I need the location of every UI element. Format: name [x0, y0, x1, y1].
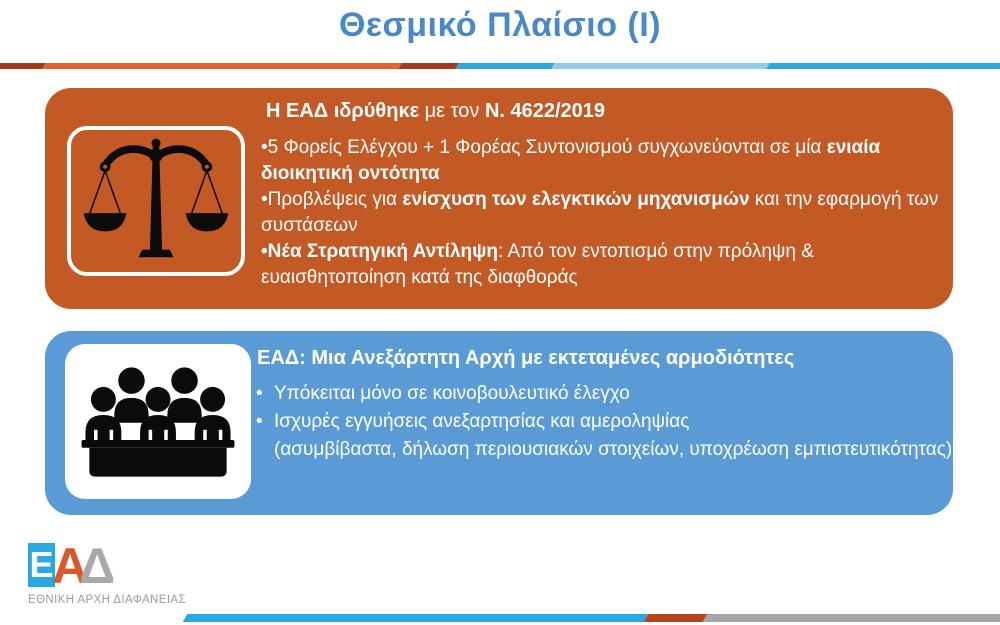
header-run: Η ΕΑΔ ιδρύθηκε: [266, 100, 420, 122]
divider-segment: [703, 614, 1000, 622]
scales-icon-frame: [67, 126, 245, 276]
committee-icon-panel: [65, 344, 251, 499]
bullet-marker: •: [256, 411, 263, 432]
bottom-divider: [0, 614, 1000, 622]
divider-segment: [644, 614, 708, 622]
bullet-text-bold: ενίσχυση των ελεγκτικών μηχανισμών: [402, 189, 750, 210]
institutional-law-card: [45, 88, 953, 309]
orange-card-header: [266, 97, 605, 125]
ead-logo: [28, 538, 187, 606]
header-run: με τον: [419, 100, 485, 122]
bullet-text: Ισχυρές εγγυήσεις ανεξαρτησίας και αμεροληψίας: [274, 411, 690, 432]
bullet-text: : Από τον εντοπισμό στην πρόληψη & ευαισθητοποίηση κατά της διαφθοράς: [261, 241, 814, 288]
bullet-item: [261, 187, 955, 239]
top-divider: [0, 63, 1000, 69]
bullet-item: [261, 135, 955, 187]
bullet-text: και την εφαρμογή των συστάσεων: [261, 189, 939, 236]
bullet-text: Υπόκειται μόνο σε κοινοβουλευτικό έλεγχο: [274, 383, 630, 404]
bullet-text: •5 Φορείς Ελέγχου + 1 Φορέας Συντονισμού συγχωνεύονται σε μία: [261, 137, 827, 158]
bullet-marker: •: [256, 383, 263, 404]
divider-segment: [42, 63, 401, 69]
committee-at-desk-icon: [80, 362, 236, 482]
independent-authority-card: [45, 331, 953, 515]
divider-segment: [455, 63, 554, 69]
logo-letter-a: Α: [52, 538, 89, 594]
divider-segment: [551, 63, 769, 69]
bullet-item: [256, 409, 956, 434]
logo-letter-e: Ε: [29, 544, 54, 585]
orange-card-body: [261, 135, 955, 291]
divider-segment: [183, 614, 649, 622]
page-title: Θεσμικό Πλαίσιο (Ι): [338, 6, 662, 44]
blue-card-header: ΕΑΔ: Μια Ανεξάρτητη Αρχή με εκτεταμένες αρμοδιότητες: [257, 347, 795, 369]
logo-letter-d: Δ: [79, 538, 116, 594]
bullet-text: •Προβλέψεις για: [261, 189, 403, 210]
bullet-text-bold: ενιαία διοικητική οντότητα: [261, 137, 881, 184]
bullet-text-bold: •Νέα Στρατηγική Αντίληψη: [261, 241, 499, 262]
header-run: Ν. 4622/2019: [484, 100, 606, 122]
bullet-item: [261, 239, 955, 291]
divider-segment: [766, 63, 1000, 69]
blue-card-body: [256, 381, 956, 462]
divider-segment: [0, 63, 46, 69]
bullet-continuation: (ασυμβίβαστα, δήλωση περιουσιακών στοιχείων, υποχρέωση εμπιστευτικότητας): [274, 439, 953, 460]
ead-logo-letters: [28, 538, 186, 594]
scales-of-justice-icon: [80, 137, 232, 265]
bullet-item: [256, 381, 956, 406]
divider-segment: [398, 63, 458, 69]
logo-subtitle: ΕΘΝΙΚΗ ΑΡΧΗ ΔΙΑΦΑΝΕΙΑΣ: [28, 594, 187, 606]
